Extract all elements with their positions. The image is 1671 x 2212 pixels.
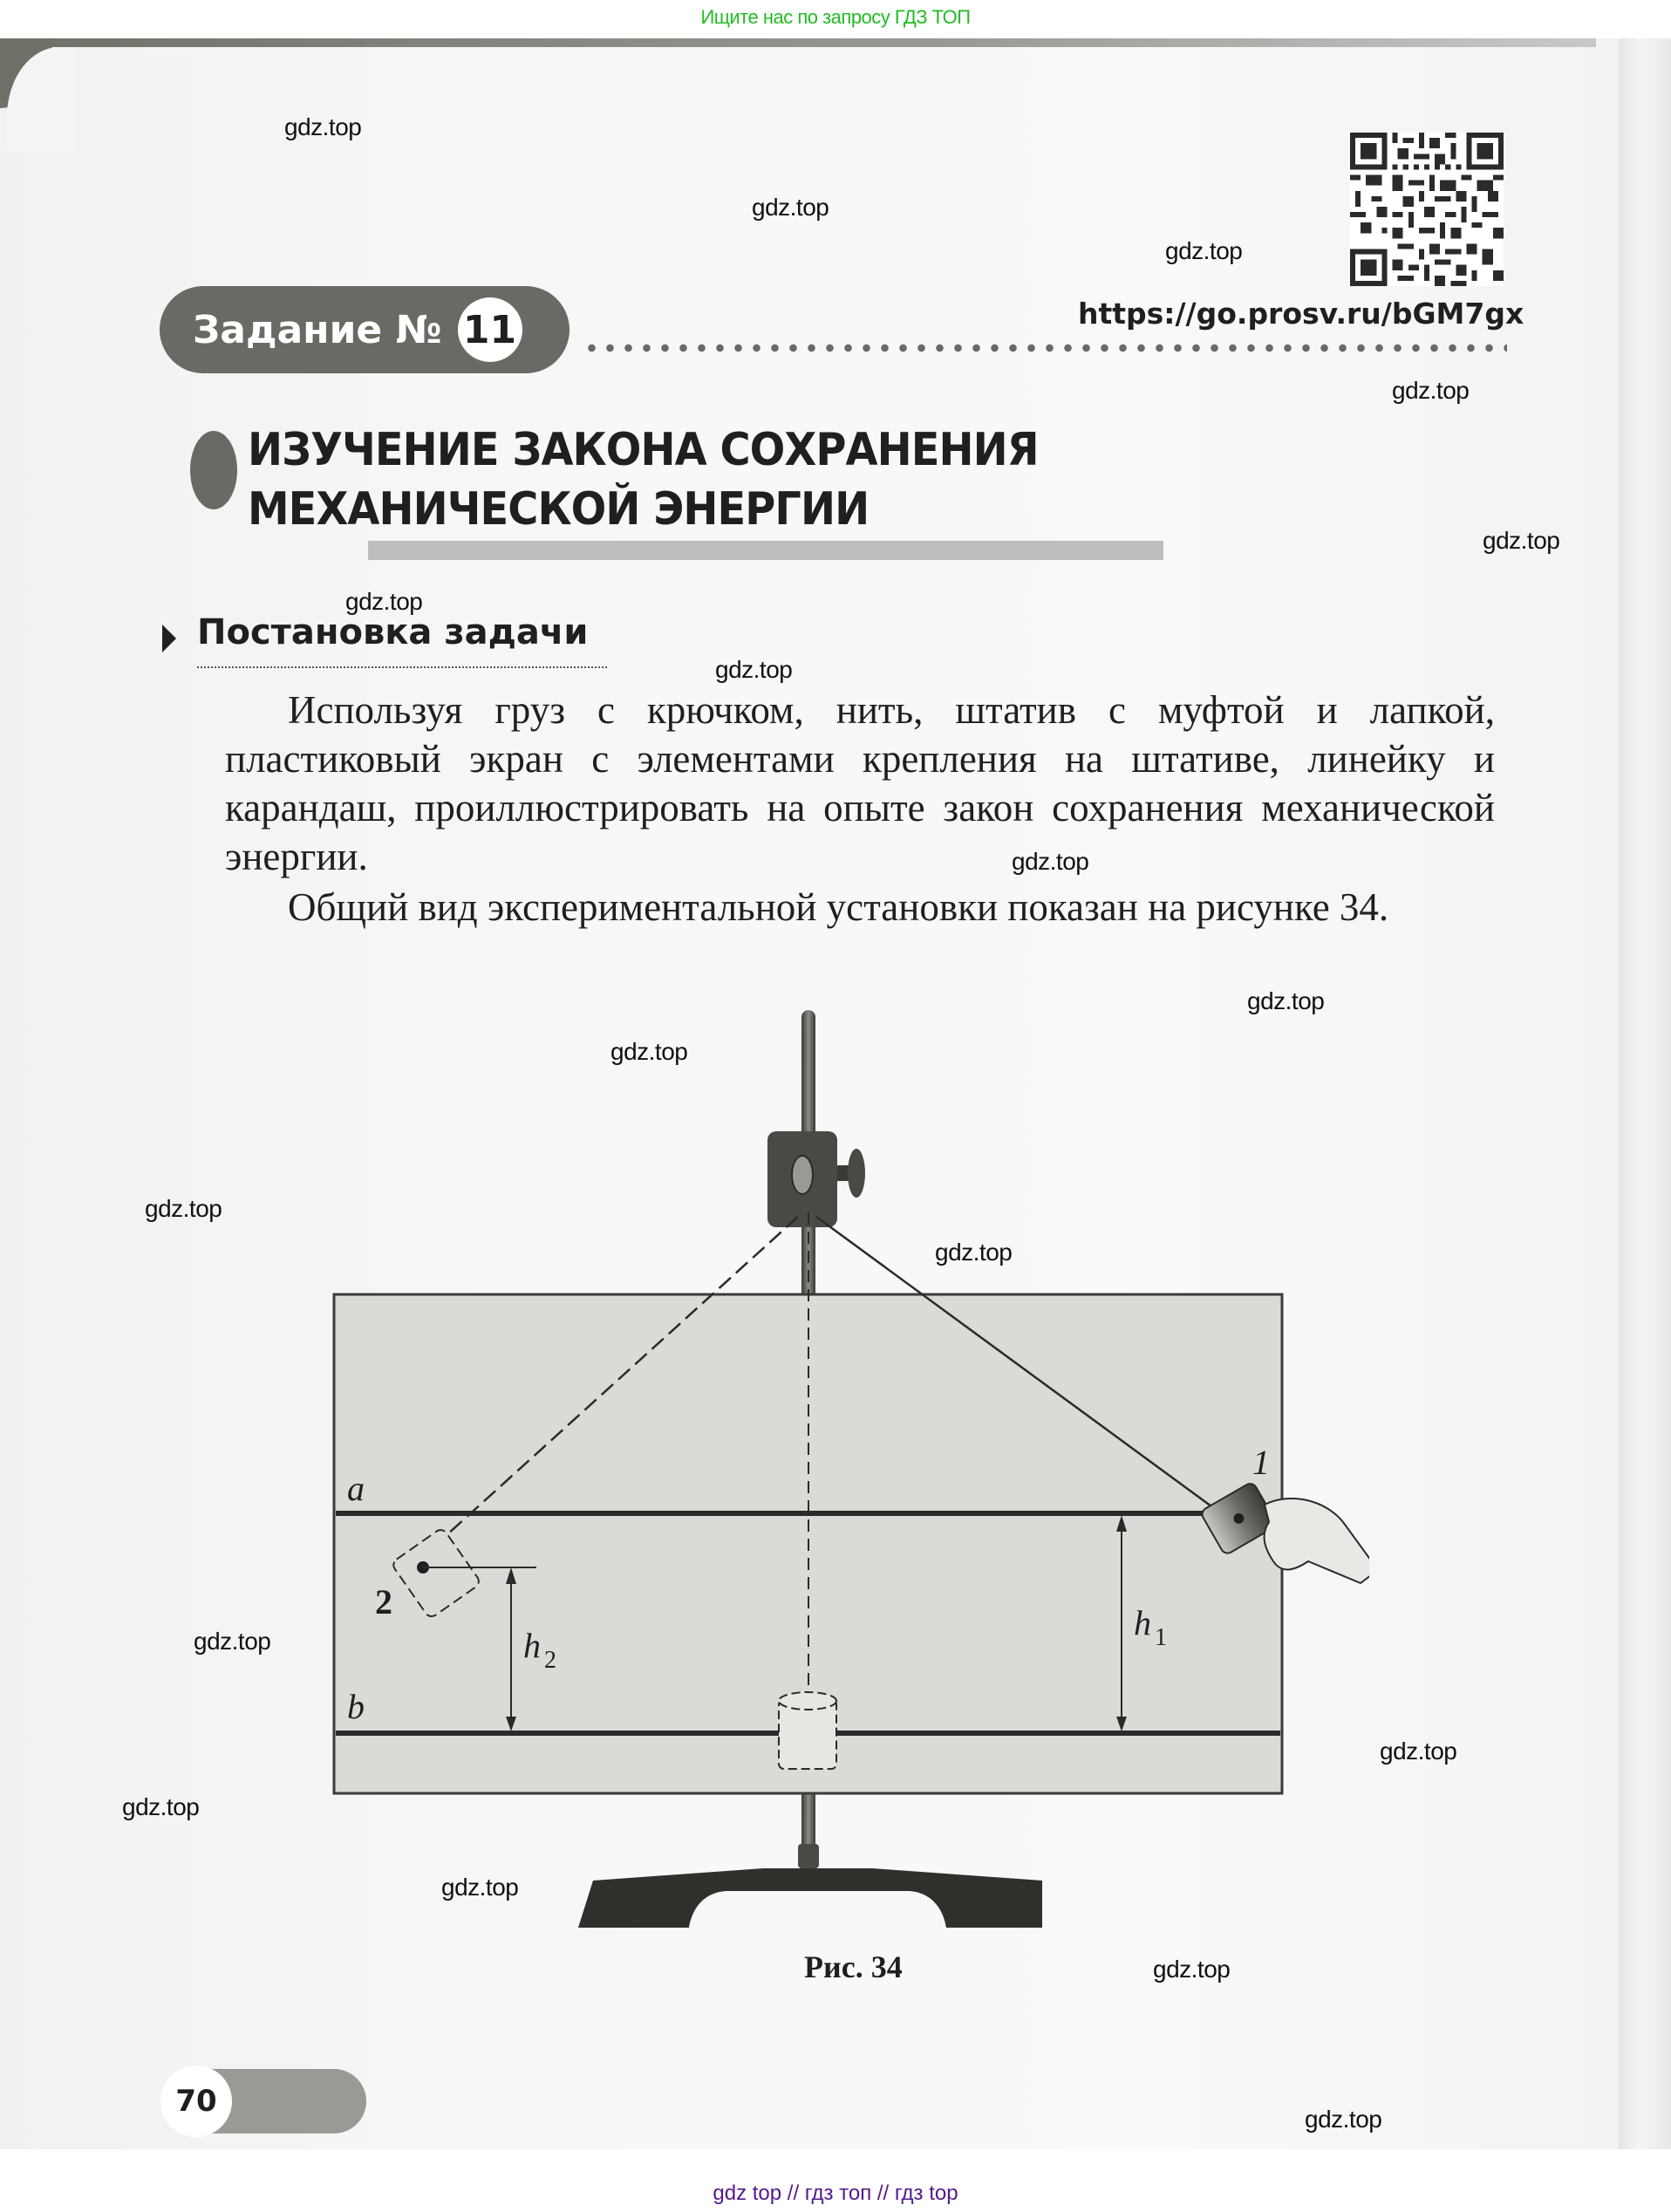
watermark-text: gdz.top <box>610 1038 688 1065</box>
stand-base <box>578 1868 1042 1928</box>
page-title <box>248 420 1130 539</box>
watermark-text: gdz.top <box>935 1239 1013 1266</box>
svg-text:1: 1 <box>1155 1624 1167 1651</box>
watermark-text: gdz.top <box>145 1195 222 1222</box>
watermark-text: gdz.top <box>1165 237 1243 264</box>
title-line-1: ИЗУЧЕНИЕ ЗАКОНА СОХРАНЕНИЯ <box>248 424 1039 476</box>
problem-paragraph-1: Используя груз с крючком, нить, штатив с муфтой и лапкой, пластиковый экран с элементами крепления на штативе, линейку и карандаш, проиллюстрировать на опыте закон сохранения механической энергии. <box>225 688 1495 878</box>
watermark-text: gdz.top <box>1247 987 1325 1014</box>
task-badge <box>160 286 570 373</box>
page-number: 70 <box>160 2065 232 2137</box>
watermark-text: gdz.top <box>345 588 423 615</box>
watermark-text: gdz.top <box>1483 527 1560 554</box>
watermark-text: gdz.top <box>715 656 793 683</box>
page-top-edge <box>0 38 1596 47</box>
watermark-text: gdz.top <box>122 1793 200 1820</box>
watermark-text: gdz.top <box>1153 1956 1231 1983</box>
title-underbar <box>368 541 1163 560</box>
svg-text:a: a <box>347 1469 365 1508</box>
watermark-text: gdz.top <box>1392 377 1470 404</box>
watermark-text: gdz.top <box>194 1628 271 1655</box>
bottom-promo-banner: gdz top // гдз топ // гдз top <box>0 2175 1671 2212</box>
watermark-text: gdz.top <box>284 113 362 140</box>
svg-text:b: b <box>347 1687 365 1726</box>
section-underline <box>197 666 607 668</box>
qr-code-icon[interactable] <box>1350 133 1504 286</box>
watermark-text: gdz.top <box>1012 848 1089 875</box>
page-binding-shadow <box>1619 38 1671 2149</box>
task-number: 11 <box>458 297 522 362</box>
clamp-screw <box>848 1149 865 1198</box>
task-label: Задание № <box>193 307 442 352</box>
title-bullet-icon <box>190 431 237 509</box>
watermark-text: gdz.top <box>441 1874 519 1901</box>
svg-text:2: 2 <box>544 1647 556 1674</box>
section-heading: Постановка задачи <box>197 612 589 652</box>
dotted-divider <box>583 342 1507 354</box>
watermark-text: gdz.top <box>752 194 829 221</box>
svg-text:h: h <box>1134 1603 1151 1642</box>
watermark-text: gdz.top <box>1380 1738 1457 1765</box>
svg-text:1: 1 <box>1252 1443 1270 1482</box>
resource-link[interactable]: https://go.prosv.ru/bGM7gx <box>1078 297 1524 331</box>
problem-paragraph-2: Общий вид экспериментальной установки показан на рисунке 34. <box>288 885 1389 929</box>
svg-text:2: 2 <box>375 1582 392 1621</box>
title-line-2: МЕХАНИЧЕСКОЙ ЭНЕРГИИ <box>248 483 870 536</box>
figure-caption: Рис. 34 <box>804 1949 903 1984</box>
watermark-text: gdz.top <box>1305 2106 1382 2133</box>
experiment-figure <box>305 994 1369 1954</box>
svg-text:h: h <box>523 1626 541 1665</box>
section-arrow-icon <box>162 625 176 652</box>
top-promo-banner: Ищите нас по запросу ГДЗ ТОП <box>0 0 1671 35</box>
